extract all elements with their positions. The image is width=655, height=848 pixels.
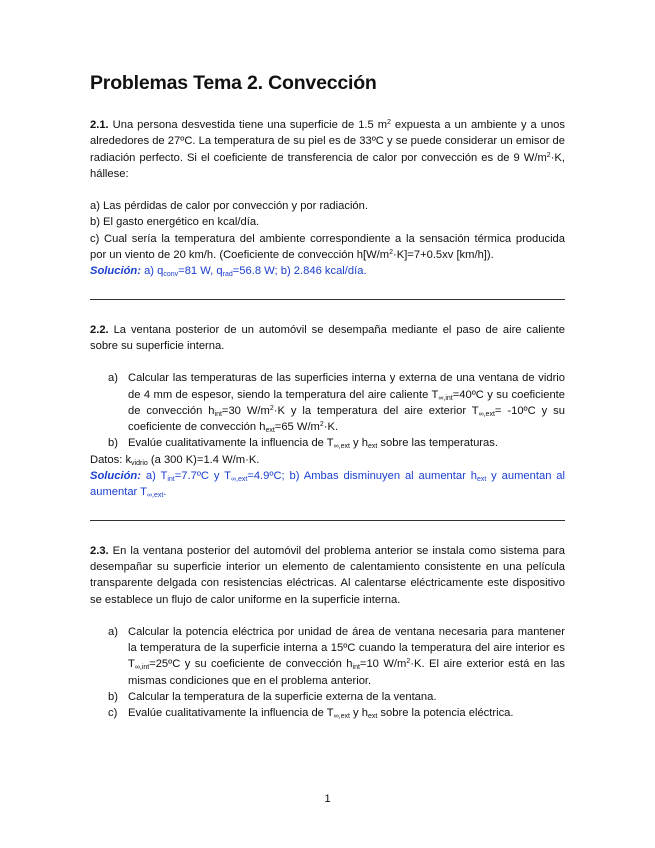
problem-2-3-part-c: c) Evalúe cualitativamente la influencia de $T_{\infty,ext}$ y $h_{ext}$ sobre la potencia eléctrica.: [108, 707, 514, 721]
problem-2-1: [90, 117, 565, 280]
problem-number: 2.3.: [90, 544, 109, 557]
problem-2-3-part-a: a) Calcular la potencia eléctrica por unidad de área de ventana necesaria para mantener la temperatura de la superficie interna a 15ºC cuando la temperatura del aire interior es $T_{\infty,int}=25ºC$ y su coeficiente de convección $h_{int}=10$ $W/m^2\cdot K$. El aire exterior está en las mismas condiciones que en el problema anterior.: [108, 625, 566, 687]
page-content: [90, 72, 565, 722]
problem-2-2-part-b: b) Evalúe cualitativamente la influencia de $T_{\infty,ext}$ y $h_{ext}$ sobre las temperaturas.: [108, 437, 498, 451]
problem-2-1-statement: 2.1. Una persona desvestida tiene una superficie de 1.5 $m^2$ expuesta a un ambiente y a unos alrededores de 27ºC. La temperatura de su piel es de 33ºC y se puede considerar un emisor de radiación perfecto. Si el coeficiente de transferencia de calor por convección es de 9 $W/m^2\cdot K$, hállese:: [90, 119, 565, 180]
problem-number: 2.1.: [90, 119, 109, 131]
problem-2-3-parts: [90, 624, 565, 722]
page-title: Problemas Tema 2. Convección: [90, 72, 377, 94]
problem-2-1-part-a: a) Las pérdidas de calor por convección y por radiación.: [90, 200, 368, 213]
problem-2-3-part-b: b) Calcular la temperatura de la superficie externa de la ventana.: [108, 691, 437, 704]
section-divider: [90, 299, 565, 300]
problem-2-2-solution: Solución: a) $T_{int}=7.7ºC$ y $T_{\infty,ext}=4.9ºC$; b) Ambas disminuyen al aumentar $h_{ext}$ y aumentan al aumentar $T_{\infty,ext}$.: [90, 470, 566, 500]
problem-2-2-part-a: a) Calcular las temperaturas de las superficies interna y externa de una ventana de vidrio de 4 mm de espesor, siendo la temperatura del aire caliente $T_{\infty,int}=40ºC$ y su coeficiente de convección $h_{int}=30$ $W/m^2\cdot K$ y la temperatura del aire exterior $T_{\infty,ext}=$ -10ºC y su coeficiente de convección $h_{ext}=65$ $W/m^2\cdot K$.: [108, 372, 566, 435]
page-number: 1: [324, 793, 331, 805]
problem-2-1-solution: Solución: a) $q_{conv}=81$ W, $q_{rad}=56.8$ W; b) 2.846 kcal/día.: [90, 265, 367, 279]
problem-number: 2.2.: [90, 323, 109, 336]
problem-2-3-statement: 2.3. En la ventana posterior del automóvil del problema anterior se instala como sistema para desempañar su superficie interior un elemento de calentamiento consistente en una película transparente delgada con resistencias eléctricas. Al calentarse eléctricamente este dispositivo se establece un flujo de calor uniforme en la superficie interna.: [90, 544, 565, 606]
problem-2-3: [90, 543, 565, 722]
problem-2-2-data: Datos: $k_{vidrio}$ (a 300 K)=1.4 W/m·K.: [90, 453, 260, 467]
section-divider: [90, 520, 565, 521]
problem-2-2: [90, 322, 565, 501]
problem-2-1-part-b: b) El gasto energético en kcal/día.: [90, 216, 260, 229]
problem-2-2-parts: [90, 370, 565, 451]
problem-2-1-part-c: c) Cual sería la temperatura del ambiente correspondiente a la sensación térmica producida por un viento de 20 km/h. (Coeficiente de convección $h[W/m^2\cdot K]=7+0.5xv$ [km/h]).: [90, 232, 565, 262]
problem-2-2-statement: 2.2. La ventana posterior de un automóvil se desempaña mediante el paso de aire caliente sobre su superficie interna.: [90, 323, 565, 352]
